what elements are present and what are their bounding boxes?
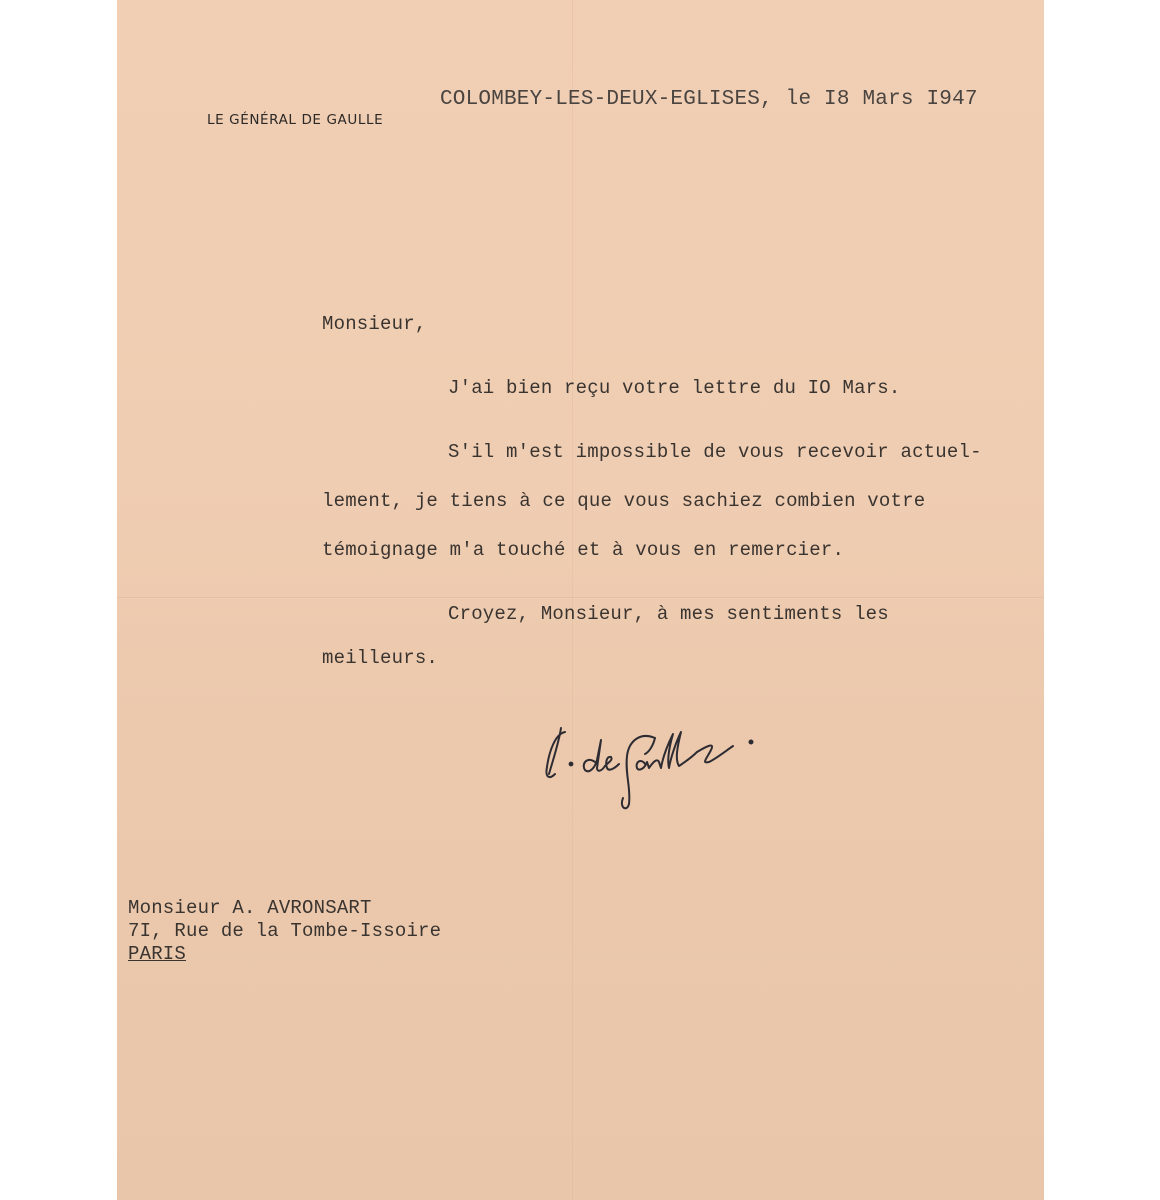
paragraph-2-line-3: témoignage m'a touché et à vous en remercier. — [322, 539, 845, 561]
vertical-fold-line — [572, 0, 573, 1200]
letterhead-sender: LE GÉNÉRAL DE GAULLE — [207, 112, 384, 128]
recipient-name: Monsieur A. AVRONSART — [128, 897, 372, 919]
paragraph-1: J'ai bien reçu votre lettre du IO Mars. — [448, 377, 901, 399]
horizontal-fold-line — [117, 597, 1044, 599]
closing-line-1: Croyez, Monsieur, à mes sentiments les — [448, 603, 889, 625]
closing-line-2: meilleurs. — [322, 647, 439, 669]
dateline: COLOMBEY-LES-DEUX-EGLISES, le I8 Mars I947 — [440, 88, 978, 111]
handwritten-signature — [537, 712, 817, 812]
recipient-street: 7I, Rue de la Tombe-Issoire — [128, 920, 442, 942]
paragraph-2-line-1: S'il m'est impossible de vous recevoir actuel- — [448, 441, 982, 463]
recipient-city: PARIS — [128, 943, 187, 965]
paragraph-2-line-2: lement, je tiens à ce que vous sachiez combien votre — [322, 490, 926, 512]
salutation: Monsieur, — [322, 313, 427, 335]
letter-paper — [117, 0, 1044, 1200]
